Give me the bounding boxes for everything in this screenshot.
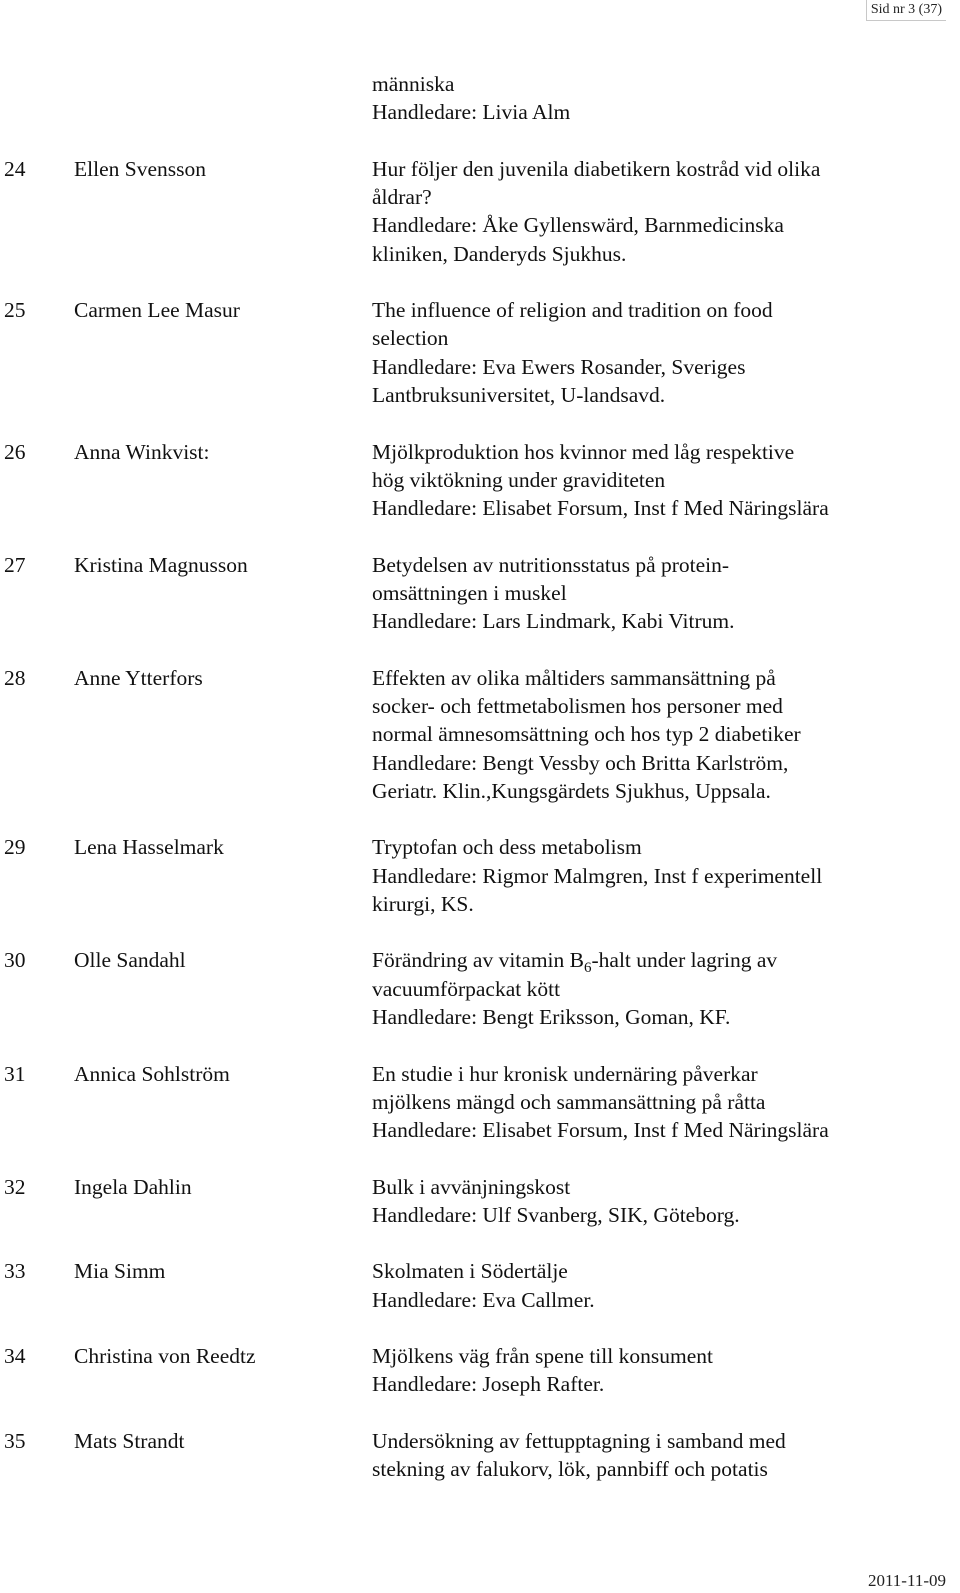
text-line: mjölkens mängd och sammansättning på råtta xyxy=(372,1089,766,1114)
text-line: normal ämnesomsättning och hos typ 2 diabetiker xyxy=(372,722,801,747)
list-item xyxy=(0,664,940,805)
student-name: Anna Winkvist: xyxy=(74,439,210,464)
title-text: -halt under lagring av xyxy=(591,948,778,973)
title-text: Förändring av vitamin B xyxy=(372,948,584,973)
text-line: åldrar? xyxy=(372,185,432,210)
text-line: Handledare: Elisabet Forsum, Inst f Med Näringslära xyxy=(372,496,829,521)
entry-number: 25 xyxy=(4,298,26,323)
text-line: kliniken, Danderyds Sjukhus. xyxy=(372,241,627,266)
student-name: Christina von Reedtz xyxy=(74,1344,256,1369)
text-line: Handledare: Elisabet Forsum, Inst f Med Näringslära xyxy=(372,1118,829,1143)
text-line: hög viktökning under graviditeten xyxy=(372,467,666,492)
text-line: Handledare: Eva Callmer. xyxy=(372,1287,595,1312)
intro-continuation xyxy=(0,70,940,127)
student-name: Carmen Lee Masur xyxy=(74,298,240,323)
entry-description xyxy=(372,1342,912,1399)
entry-description xyxy=(372,1060,912,1145)
text-line: Undersökning av fettupptagning i samband med xyxy=(372,1428,786,1453)
text-line: socker- och fettmetabolismen hos personer med xyxy=(372,693,783,718)
list-item xyxy=(0,1342,940,1399)
list-item xyxy=(0,155,940,268)
text-line: Effekten av olika måltiders sammansättning på xyxy=(372,665,776,690)
list-item xyxy=(0,296,940,409)
student-name: Mats Strandt xyxy=(74,1428,185,1453)
student-name: Ingela Dahlin xyxy=(74,1174,192,1199)
student-name: Lena Hasselmark xyxy=(74,835,224,860)
student-name: Mia Simm xyxy=(74,1259,166,1284)
text-line: Mjölkproduktion hos kvinnor med låg respektive xyxy=(372,439,795,464)
entry-number: 27 xyxy=(4,552,26,577)
entry-description xyxy=(372,1427,912,1484)
entry-description xyxy=(372,438,912,523)
entry-number: 35 xyxy=(4,1428,26,1453)
list-item xyxy=(0,833,940,918)
text-line: Handledare: Bengt Vessby och Britta Karlström, xyxy=(372,750,789,775)
text-line: Handledare: Åke Gyllenswärd, Barnmedicinska xyxy=(372,213,784,238)
text-line: Lantbruksuniversitet, U-landsavd. xyxy=(372,383,666,408)
entry-number: 29 xyxy=(4,835,26,860)
entry-description xyxy=(372,664,912,805)
entry-description xyxy=(372,551,912,636)
student-name: Annica Sohlström xyxy=(74,1061,230,1086)
text-line: En studie i hur kronisk undernäring påverkar xyxy=(372,1061,758,1086)
text-line: Handledare: Ulf Svanberg, SIK, Göteborg. xyxy=(372,1202,740,1227)
entry-description xyxy=(372,1257,912,1314)
text-line: kirurgi, KS. xyxy=(372,891,474,916)
text-line: stekning av falukorv, lök, pannbiff och potatis xyxy=(372,1457,768,1482)
student-name: Anne Ytterfors xyxy=(74,665,203,690)
student-name: Kristina Magnusson xyxy=(74,552,248,577)
entry-number: 28 xyxy=(4,665,26,690)
list-item xyxy=(0,946,940,1031)
text-line: selection xyxy=(372,326,449,351)
text-line: Mjölkens väg från spene till konsument xyxy=(372,1344,713,1369)
list-item xyxy=(0,1173,940,1230)
subscript: 6 xyxy=(584,960,592,977)
text-line: Handledare: Lars Lindmark, Kabi Vitrum. xyxy=(372,609,735,634)
text-line: Tryptofan och dess metabolism xyxy=(372,835,642,860)
entry-number: 34 xyxy=(4,1344,26,1369)
page-number-label: Sid nr 3 (37) xyxy=(866,0,946,21)
text-line: vacuumförpackat kött xyxy=(372,976,561,1001)
text-line: Handledare: Joseph Rafter. xyxy=(372,1372,605,1397)
entry-number: 30 xyxy=(4,948,26,973)
entry-number: 31 xyxy=(4,1061,26,1086)
entry-number: 32 xyxy=(4,1174,26,1199)
entry-number: 33 xyxy=(4,1259,26,1284)
entry-description xyxy=(372,1173,912,1230)
text-line: Betydelsen av nutritionsstatus på protein- xyxy=(372,552,730,577)
entry-description xyxy=(372,155,912,268)
entry-description xyxy=(372,946,912,1031)
list-item xyxy=(0,551,940,636)
text-line: Handledare: Bengt Eriksson, Goman, KF. xyxy=(372,1005,731,1030)
entry-description xyxy=(372,296,912,409)
list-item xyxy=(0,1257,940,1314)
list-item xyxy=(0,1060,940,1145)
list-item xyxy=(0,1427,940,1484)
student-name: Ellen Svensson xyxy=(74,156,206,181)
entry-number: 26 xyxy=(4,439,26,464)
student-name: Olle Sandahl xyxy=(74,948,186,973)
supervisor-line: Handledare: Livia Alm xyxy=(372,100,571,125)
text-line: Handledare: Rigmor Malmgren, Inst f experimentell xyxy=(372,863,823,888)
entry-number: 24 xyxy=(4,156,26,181)
thesis-list xyxy=(0,70,940,1512)
text-line: omsättningen i muskel xyxy=(372,580,567,605)
text-line: The influence of religion and tradition on food xyxy=(372,298,773,323)
text-line: Handledare: Eva Ewers Rosander, Sveriges xyxy=(372,354,746,379)
entry-description xyxy=(372,833,912,918)
text-line: människa xyxy=(372,72,455,96)
text-line: Hur följer den juvenila diabetikern kostråd vid olika xyxy=(372,156,821,181)
text-line: Bulk i avvänjningskost xyxy=(372,1174,571,1199)
title-line xyxy=(372,946,912,977)
footer-date: 2011-11-09 xyxy=(867,1571,946,1590)
list-item xyxy=(0,438,940,523)
text-line: Skolmaten i Södertälje xyxy=(372,1259,568,1284)
text-line: Geriatr. Klin.,Kungsgärdets Sjukhus, Uppsala. xyxy=(372,778,771,803)
